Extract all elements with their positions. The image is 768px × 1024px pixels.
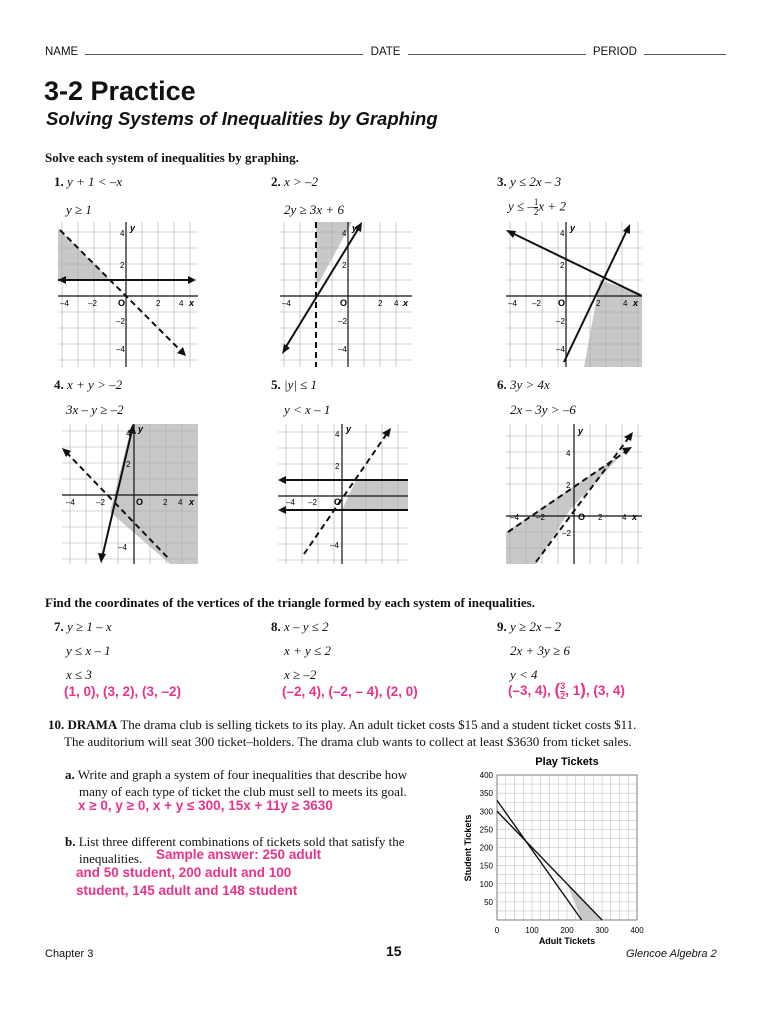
problem-7-answer: (1, 0), (3, 2), (3, –2) (64, 684, 182, 699)
y-label: y (130, 223, 136, 233)
period-field[interactable] (644, 54, 726, 55)
y-tick-label: 50 (484, 897, 493, 907)
y-label: y (138, 424, 144, 434)
origin-label: O (334, 497, 342, 507)
problem-10a-answer: x ≥ 0, y ≥ 0, x + y ≤ 300, 15x + 11y ≥ 3630 (78, 798, 333, 813)
problem-8-line2: x + y ≤ 2 (284, 643, 331, 658)
problem-3-line1: 3. y ≤ 2x – 3 (497, 174, 562, 189)
date-label: DATE (370, 46, 401, 58)
problem-1-line2: y ≥ 1 (66, 202, 92, 217)
tick-label: –4 (282, 299, 291, 308)
section2-instruction: Find the coordinates of the vertices of the triangle formed by each system of inequalities. (45, 595, 535, 610)
x-tick-label: 200 (560, 926, 574, 935)
graph-4 (62, 424, 198, 564)
page-title: 3-2 Practice (44, 76, 196, 106)
problem-4-line2: 3x – y ≥ –2 (66, 402, 124, 417)
origin-label: O (136, 497, 144, 507)
tick-label: 2 (596, 299, 601, 308)
problem-5-line2: y < x – 1 (284, 402, 331, 417)
tick-label: 4 (394, 299, 399, 308)
problem-7-line1: 7. y ≥ 1 – x (54, 619, 112, 634)
x-label: x (403, 298, 409, 308)
x-label: x (189, 298, 195, 308)
problem-9-answer: (–3, 4), ( $\frac{3}{2}$ , 1), (3, 4) (508, 680, 625, 701)
x-tick-label: 100 (525, 926, 539, 935)
tick-label: –2 (116, 317, 125, 326)
footer-chapter: Chapter 3 (45, 948, 94, 960)
y-label: y (346, 424, 352, 434)
tick-label: –4 (556, 345, 565, 354)
tick-label: 2 (342, 261, 347, 270)
origin-label: O (578, 512, 586, 522)
tick-label: –4 (116, 345, 125, 354)
graph-1 (58, 222, 198, 367)
tick-label: 4 (566, 449, 571, 458)
tick-label: 2 (120, 261, 125, 270)
problem-4-line1: 4. x + y > –2 (54, 377, 123, 392)
name-label: NAME (45, 46, 79, 58)
x-tick-label: 300 (595, 926, 609, 935)
tick-label: 4 (622, 513, 627, 522)
tick-label: 4 (120, 229, 125, 238)
problem-8-line1: 8. x – y ≤ 2 (271, 619, 329, 634)
chart-title: Play Tickets (535, 756, 599, 768)
problem-3-line2: y ≤ – $\frac{1}{2}$ x + 2 (508, 197, 566, 217)
problem-10b: b. List three different combinations of tickets sold that satisfy the inequalities. (65, 834, 405, 866)
tick-label: 2 (163, 498, 168, 507)
problem-10b-answer-line1: Sample answer: 250 adult (156, 847, 322, 862)
tick-label: –4 (118, 543, 127, 552)
tick-label: –2 (338, 317, 347, 326)
tick-label: –2 (556, 317, 565, 326)
problem-9-line3: y < 4 (510, 667, 538, 682)
chart-y-axis-label: Student Tickets (463, 814, 473, 882)
tick-label: 2 (335, 462, 340, 471)
origin-label: O (558, 298, 566, 308)
problem-6-line1: 6. 3y > 4x (497, 377, 550, 392)
y-tick-label: 350 (479, 789, 493, 799)
problem-9-line2: 2x + 3y ≥ 6 (510, 643, 570, 658)
graph-5 (278, 424, 408, 564)
tick-label: 2 (126, 460, 131, 469)
y-tick-label: 250 (479, 825, 493, 835)
play-tickets-chart (455, 748, 655, 948)
tick-label: 4 (623, 299, 628, 308)
problem-2-line2: 2y ≥ 3x + 6 (284, 202, 344, 217)
problem-8-line3: x ≥ –2 (284, 667, 317, 682)
date-field[interactable] (408, 54, 586, 55)
tick-label: 2 (566, 481, 571, 490)
problem-8-answer: (–2, 4), (–2, – 4), (2, 0) (282, 684, 418, 699)
tick-label: –2 (532, 299, 541, 308)
y-tick-label: 200 (479, 843, 493, 853)
shaded-region (584, 280, 642, 367)
tick-label: 2 (598, 513, 603, 522)
tick-label: –4 (338, 345, 347, 354)
tick-label: 4 (335, 430, 340, 439)
tick-label: –2 (96, 498, 105, 507)
problem-2-line1: 2. x > –2 (271, 174, 319, 189)
x-label: x (189, 497, 195, 507)
boundary-dashed (60, 230, 182, 352)
y-tick-label: 300 (479, 807, 493, 817)
problem-10-text: 10. DRAMA The drama club is selling tickets to its play. An adult ticket costs $15 and a student ticket costs $11. The auditorium will seat 300 ticket–holders. The drama club wants to collect at least $3630 from ticket sales. (48, 717, 637, 749)
y-label: y (570, 223, 576, 233)
tick-label: –4 (508, 299, 517, 308)
tick-label: 2 (378, 299, 383, 308)
tick-label: –2 (308, 498, 317, 507)
tick-label: –2 (88, 299, 97, 308)
section1-instruction: Solve each system of inequalities by graphing. (45, 150, 299, 165)
origin-label: O (118, 298, 126, 308)
x-label: x (632, 512, 638, 522)
tick-label: –4 (510, 513, 519, 522)
graph-2 (280, 222, 412, 367)
y-tick-label: 100 (479, 879, 493, 889)
graph-6 (506, 424, 642, 564)
tick-label: –4 (286, 498, 295, 507)
problem-5-line1: 5. |y| ≤ 1 (271, 377, 318, 392)
tick-label: 4 (178, 498, 183, 507)
x-label: x (633, 298, 639, 308)
problem-10a: a. Write and graph a system of four inequalities that describe how many of each type of ticket the club must sell to meets its goal. (65, 767, 408, 799)
problem-9-line1: 9. y ≥ 2x – 2 (497, 619, 562, 634)
period-label: PERIOD (592, 46, 637, 58)
footer-page-number: 15 (386, 943, 402, 959)
chart-x-axis-label: Adult Tickets (538, 936, 596, 946)
tick-label: –2 (536, 513, 545, 522)
y-label: y (578, 426, 584, 436)
y-tick-label: 400 (479, 771, 493, 780)
tick-label: 4 (342, 229, 347, 238)
name-field[interactable] (85, 54, 363, 55)
tick-label: 2 (156, 299, 161, 308)
tick-label: –4 (66, 498, 75, 507)
y-tick-label: 150 (479, 861, 493, 871)
problem-7-line3: x ≤ 3 (66, 667, 92, 682)
origin-label: O (340, 298, 348, 308)
x-tick-label: 400 (630, 926, 644, 935)
problem-10b-answer-line3: student, 145 adult and 148 student (76, 883, 298, 898)
tick-label: –4 (330, 541, 339, 550)
tick-label: 2 (560, 261, 565, 270)
tick-label: 4 (179, 299, 184, 308)
boundary-dashed (536, 436, 630, 562)
tick-label: –4 (60, 299, 69, 308)
tick-label: 4 (126, 429, 131, 438)
header-line (45, 46, 726, 58)
problem-10b-answer-line2: and 50 student, 200 adult and 100 (76, 865, 292, 880)
problem-1-line1: 1. y + 1 < –x (54, 174, 123, 189)
footer-book: Glencoe Algebra 2 (626, 948, 717, 960)
tick-label: 4 (560, 229, 565, 238)
graph-3 (506, 222, 642, 367)
problem-6-line2: 2x – 3y > –6 (510, 402, 576, 417)
page-subtitle: Solving Systems of Inequalities by Graphing (46, 108, 438, 129)
tick-label: –2 (562, 529, 571, 538)
x-tick-label: 0 (494, 926, 500, 935)
y-label: y (352, 223, 358, 233)
problem-7-line2: y ≤ x – 1 (66, 643, 111, 658)
